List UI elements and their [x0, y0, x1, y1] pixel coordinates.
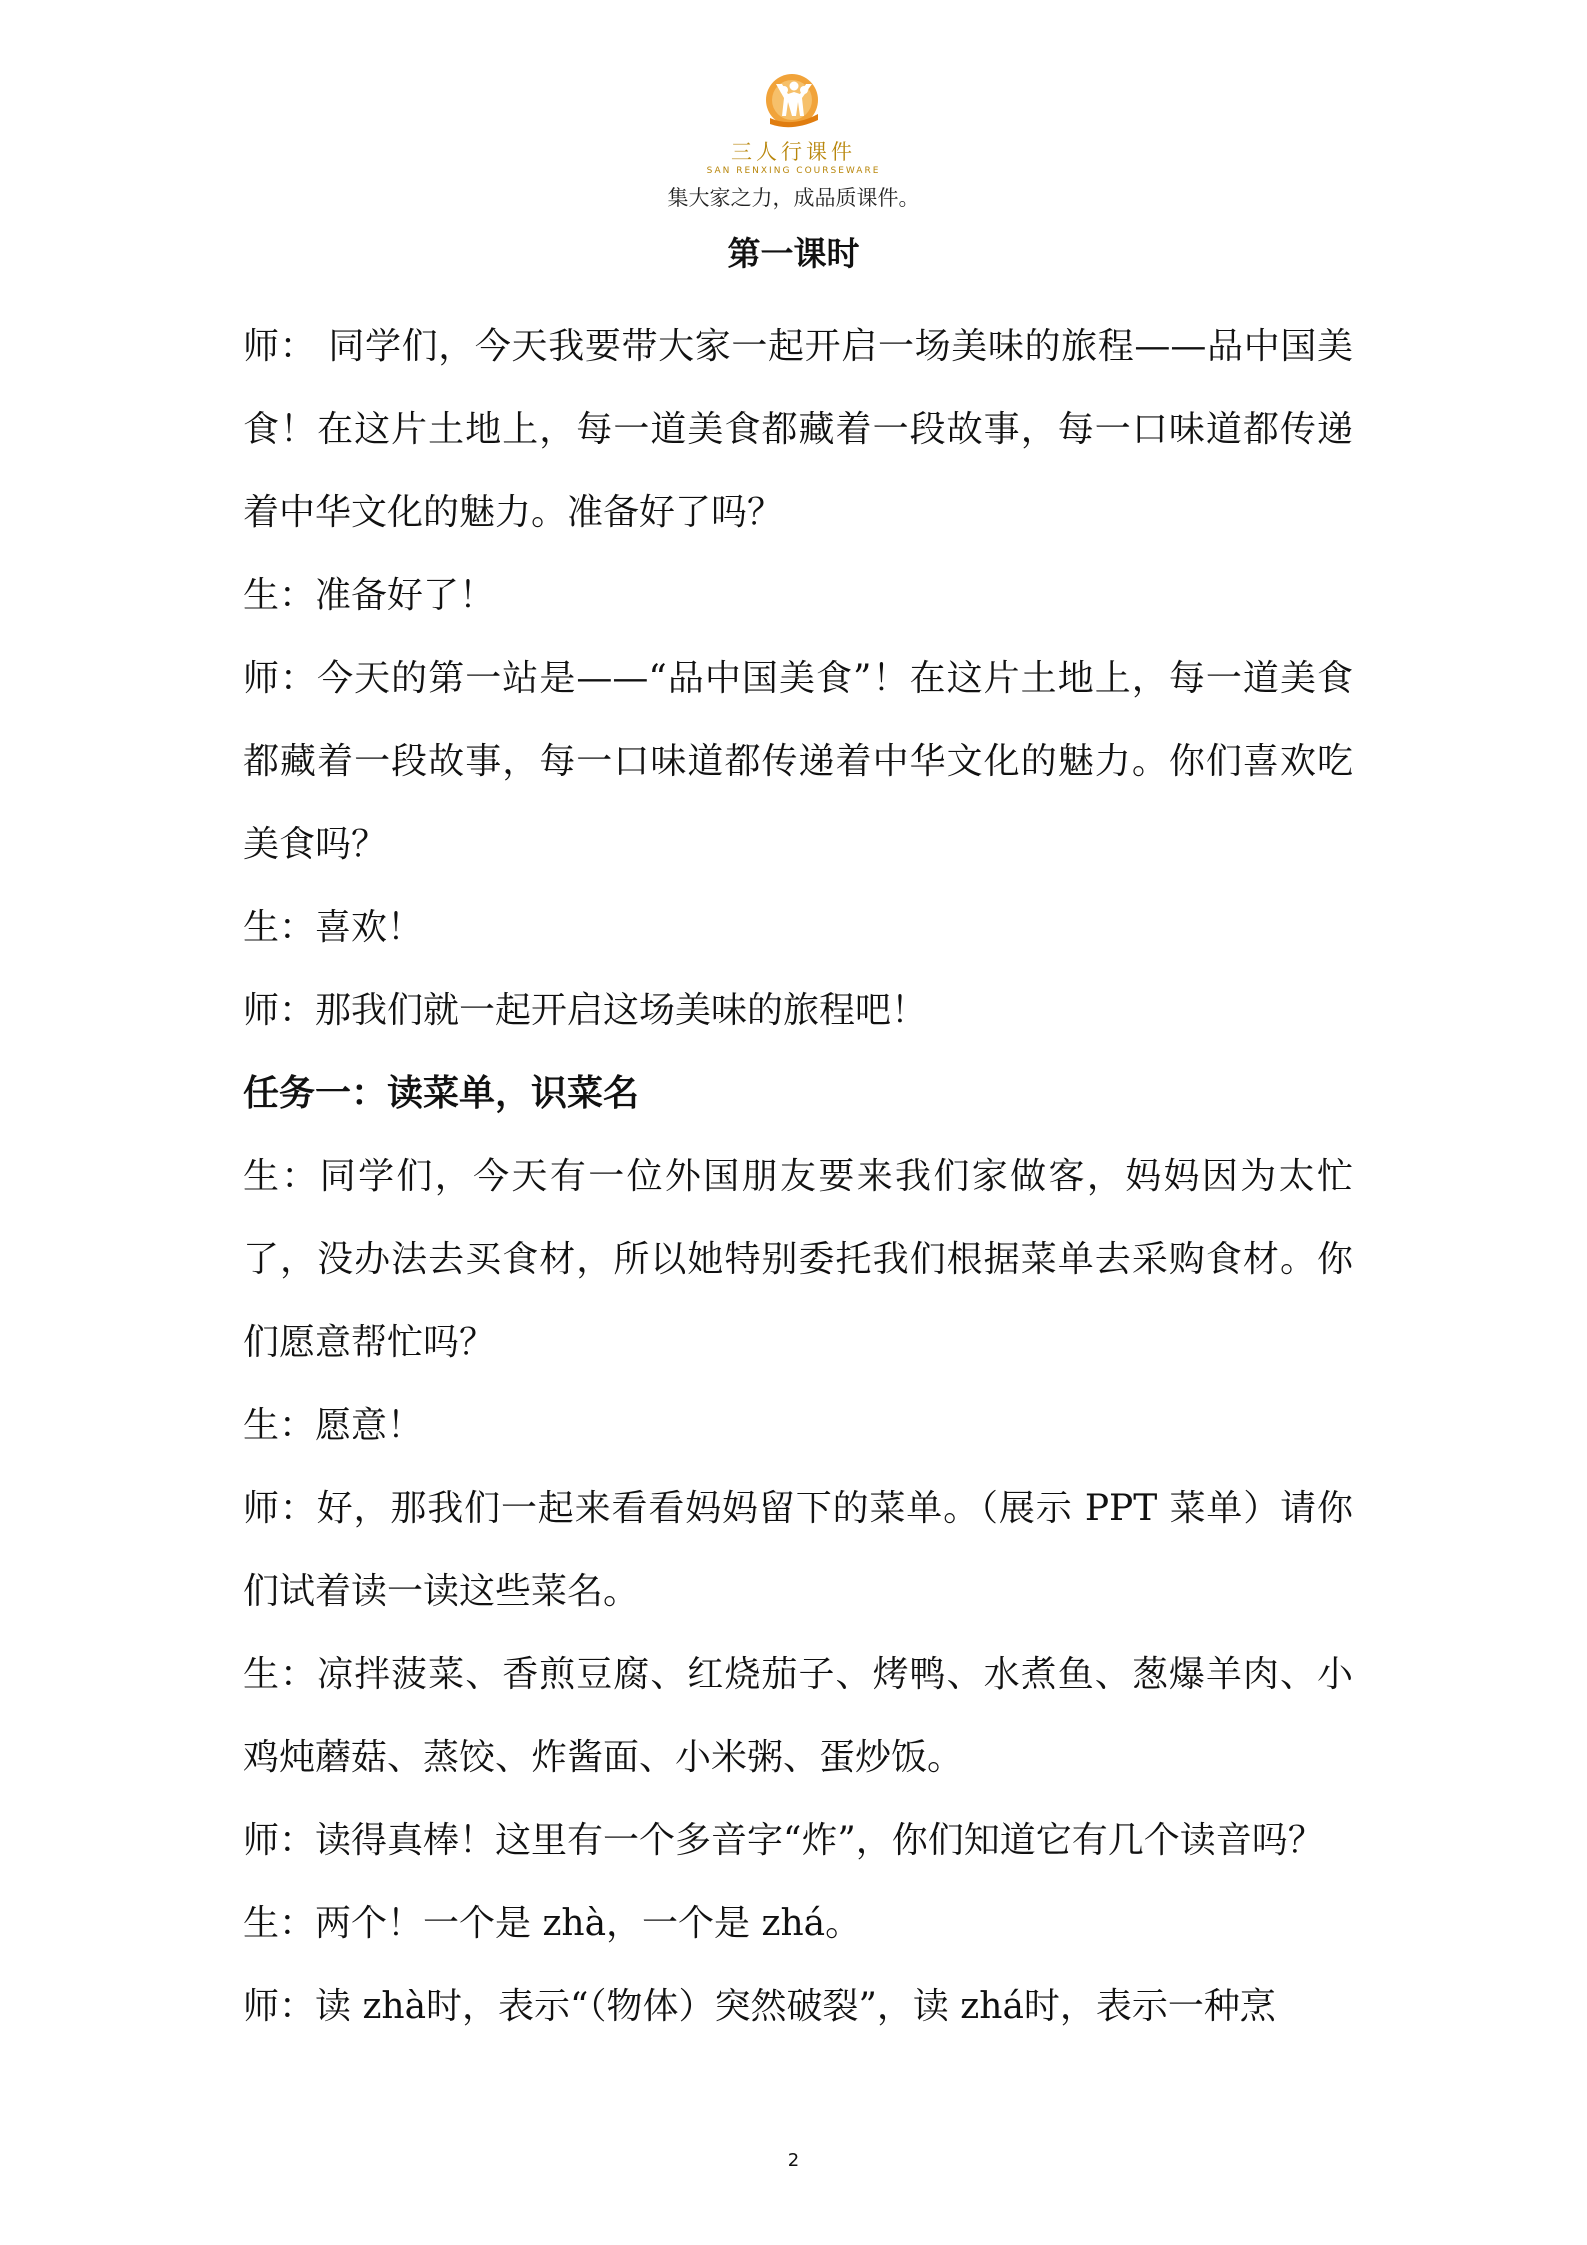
- task-heading: 任务一：读菜单，识菜名: [243, 1072, 640, 1114]
- dialogue-paragraph: 师：那我们就一起开启这场美味的旅程吧！: [243, 990, 928, 1031]
- dialogue-paragraph: 师：读得真棒！这里有一个多音字“炸”，你们知道它有几个读音吗？: [243, 1820, 1324, 1861]
- dialogue-paragraph: 师：读 zhà时，表示“（物体）突然破裂”，读 zhá时，表示一种烹: [243, 1986, 1276, 2027]
- dialogue-paragraph: 师：今天的第一站是——“品中国美食”！在这片土地上，每一道美食都藏着一段故事，每一口味道都传递着中华文化的魅力。你们喜欢吃美食吗？: [243, 658, 1353, 865]
- dialogue-paragraph: 生：喜欢！: [243, 907, 424, 948]
- dialogue-paragraph: 生：同学们，今天有一位外国朋友要来我们家做客，妈妈因为太忙了，没办法去买食材，所以她特别委托我们根据菜单去采购食材。你们愿意帮忙吗？: [243, 1156, 1353, 1363]
- dialogue-paragraph: 生：两个！一个是 zhà，一个是 zhá。: [243, 1903, 862, 1944]
- brand-name: 三人行课件: [731, 140, 856, 164]
- dialogue-paragraph: 生：准备好了！: [243, 575, 496, 616]
- lesson-content: [243, 305, 1353, 2048]
- page-header: [0, 70, 1587, 212]
- dialogue-paragraph: 生：凉拌菠菜、香煎豆腐、红烧茄子、烤鸭、水煮鱼、葱爆羊肉、小鸡炖蘑菇、蒸饺、炸酱面、小米粥、蛋炒饭。: [243, 1654, 1353, 1778]
- dialogue-paragraph: 师： 同学们，今天我要带大家一起开启一场美味的旅程——品中国美食！在这片土地上，每一道美食都藏着一段故事，每一口味道都传递着中华文化的魅力。准备好了吗？: [243, 326, 1353, 533]
- page-number: 2: [787, 2150, 800, 2171]
- slogan: 集大家之力，成品质课件。: [667, 186, 920, 210]
- dialogue-paragraph: 生：愿意！: [243, 1405, 424, 1446]
- brand-name-english: SAN RENXING COURSEWARE: [706, 166, 881, 176]
- lesson-title: 第一课时: [727, 234, 860, 273]
- people-celebrating-sun-logo-icon: [762, 70, 826, 134]
- dialogue-paragraph: 师：好，那我们一起来看看妈妈留下的菜单。（展示 PPT 菜单）请你们试着读一读这些菜名。: [243, 1488, 1353, 1612]
